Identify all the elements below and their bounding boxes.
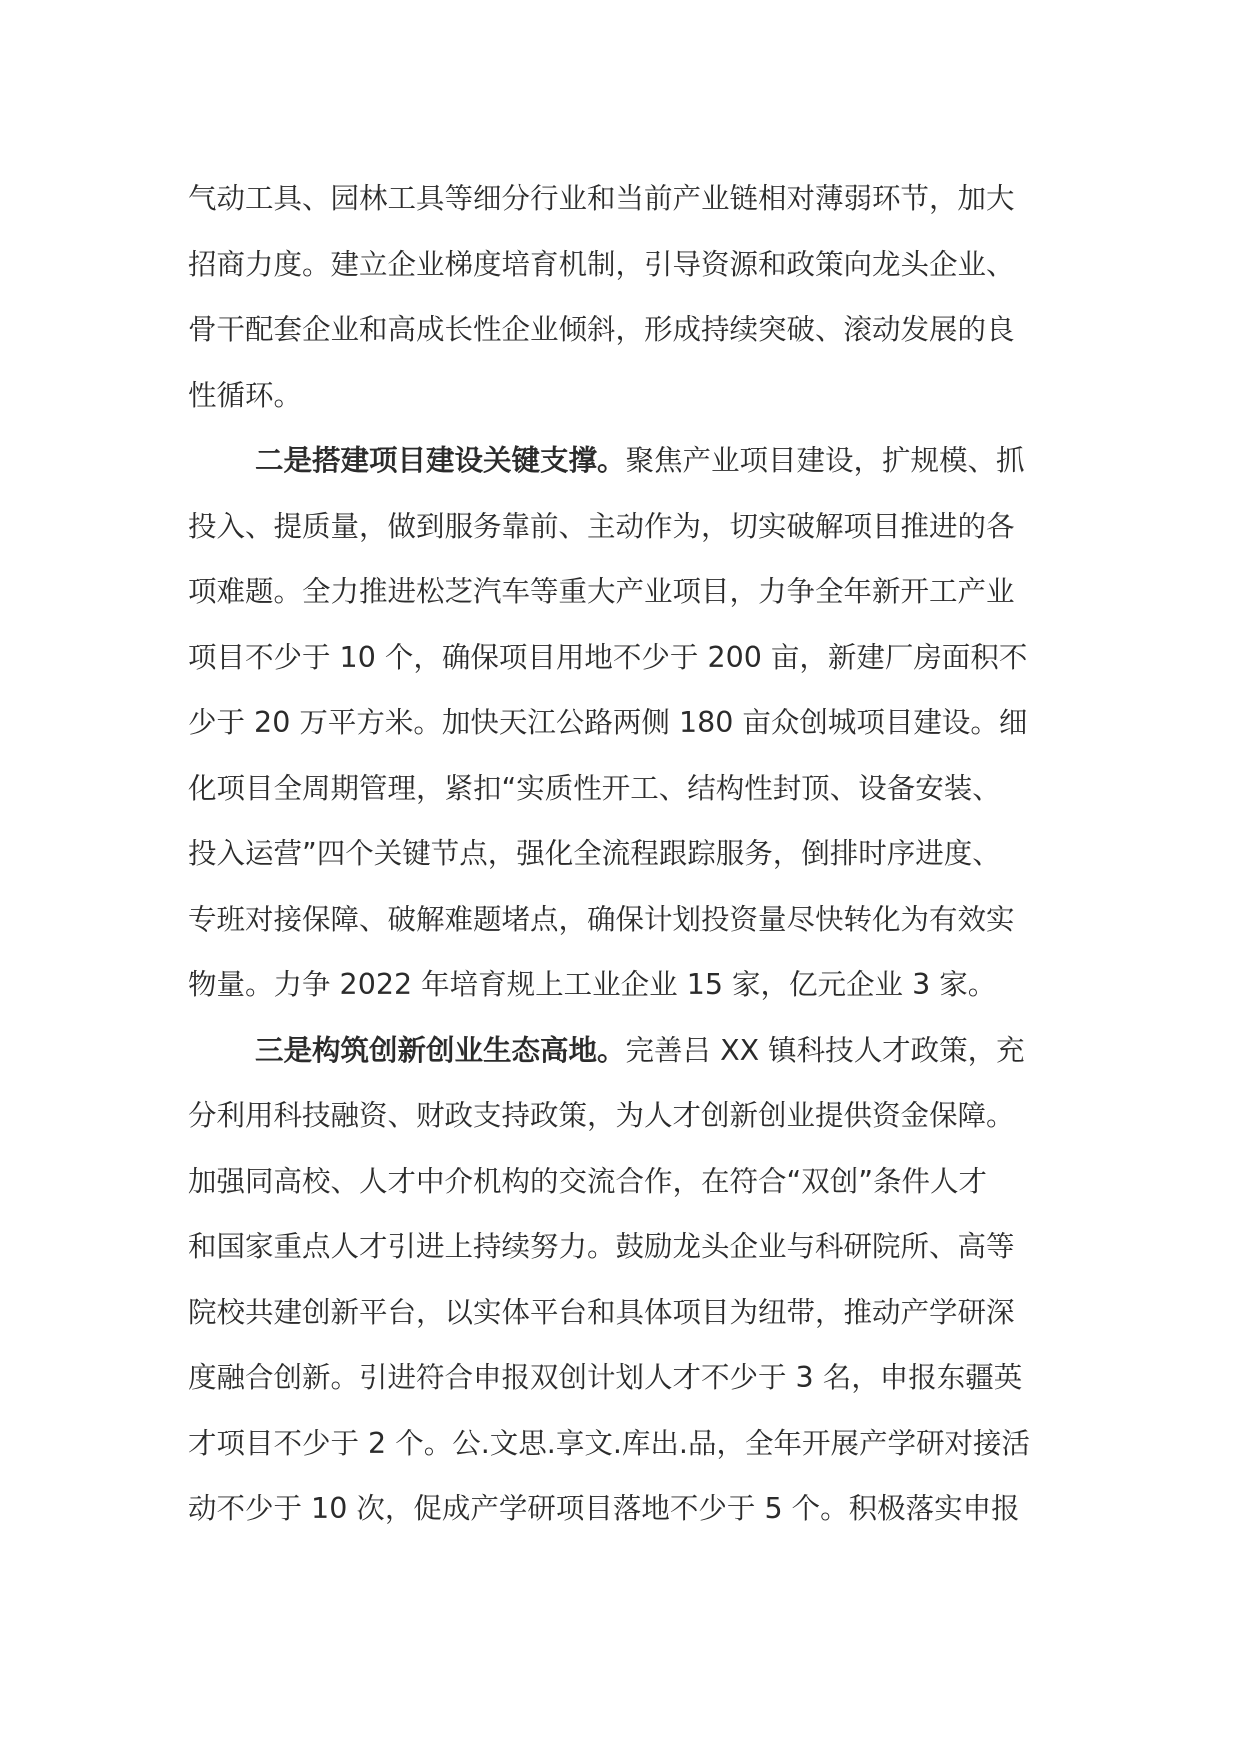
paragraph-line: 项目不少于 10 个，确保项目用地不少于 200 亩，新建厂房面积不 bbox=[188, 640, 1028, 674]
paragraph-line-text: 聚焦产业项目建设，扩规模、抓 bbox=[625, 444, 1025, 477]
paragraph-line: 投入运营”四个关键节点，强化全流程跟踪服务，倒排时序进度、 bbox=[188, 837, 1001, 870]
paragraph-line: 项难题。全力推进松芝汽车等重大产业项目，力争全年新开工产业 bbox=[188, 575, 1015, 608]
paragraph-line: 骨干配套企业和高成长性企业倾斜，形成持续突破、滚动发展的良 bbox=[188, 313, 1015, 346]
document-body bbox=[188, 166, 1054, 1542]
paragraph-line: 才项目不少于 2 个。公.文思.享文.库出.品，全年开展产学研对接活 bbox=[188, 1426, 1030, 1460]
paragraph-first-line bbox=[188, 428, 1054, 494]
paragraph-line: 气动工具、园林工具等细分行业和当前产业链相对薄弱环节，加大 bbox=[188, 182, 1015, 215]
paragraph-first-line bbox=[188, 1018, 1054, 1084]
paragraph-heading: 三是构筑创新创业生态高地。 bbox=[255, 1033, 626, 1067]
paragraph-line: 少于 20 万平方米。加快天江公路两侧 180 亩众创城项目建设。细 bbox=[188, 706, 1028, 739]
paragraph-line: 动不少于 10 次，促成产学研项目落地不少于 5 个。积极落实申报 bbox=[188, 1492, 1020, 1525]
paragraph-line: 投入、提质量，做到服务靠前、主动作为，切实破解项目推进的各 bbox=[188, 509, 1015, 543]
paragraph-line: 化项目全周期管理，紧扣“实质性开工、结构性封顶、设备安装、 bbox=[188, 771, 1001, 805]
paragraph-line: 加强同高校、人才中介机构的交流合作，在符合“双创”条件人才 bbox=[188, 1164, 988, 1198]
paragraph-3 bbox=[188, 1018, 1054, 1542]
paragraph-line: 物量。力争 2022 年培育规上工业企业 15 家，亿元企业 3 家。 bbox=[188, 968, 997, 1001]
paragraph-line: 性循环。 bbox=[188, 378, 303, 412]
paragraph-line: 招商力度。建立企业梯度培育机制，引导资源和政策向龙头企业、 bbox=[188, 247, 1015, 281]
paragraph-line: 院校共建创新平台，以实体平台和具体项目为纽带，推动产学研深 bbox=[188, 1295, 1015, 1329]
paragraph-heading: 二是搭建项目建设关键支撑。 bbox=[255, 444, 626, 477]
paragraph-line: 和国家重点人才引进上持续努力。鼓励龙头企业与科研院所、高等 bbox=[188, 1230, 1015, 1263]
paragraph-line: 专班对接保障、破解难题堵点，确保计划投资量尽快转化为有效实 bbox=[188, 902, 1015, 936]
paragraph-1 bbox=[188, 166, 1054, 428]
paragraph-line: 分利用科技融资、财政支持政策，为人才创新创业提供资金保障。 bbox=[188, 1099, 1015, 1132]
paragraph-line-text: 完善吕 XX 镇科技人才政策，充 bbox=[625, 1033, 1025, 1067]
paragraph-line: 度融合创新。引进符合申报双创计划人才不少于 3 名，申报东疆英 bbox=[188, 1361, 1023, 1394]
paragraph-2 bbox=[188, 428, 1054, 1018]
